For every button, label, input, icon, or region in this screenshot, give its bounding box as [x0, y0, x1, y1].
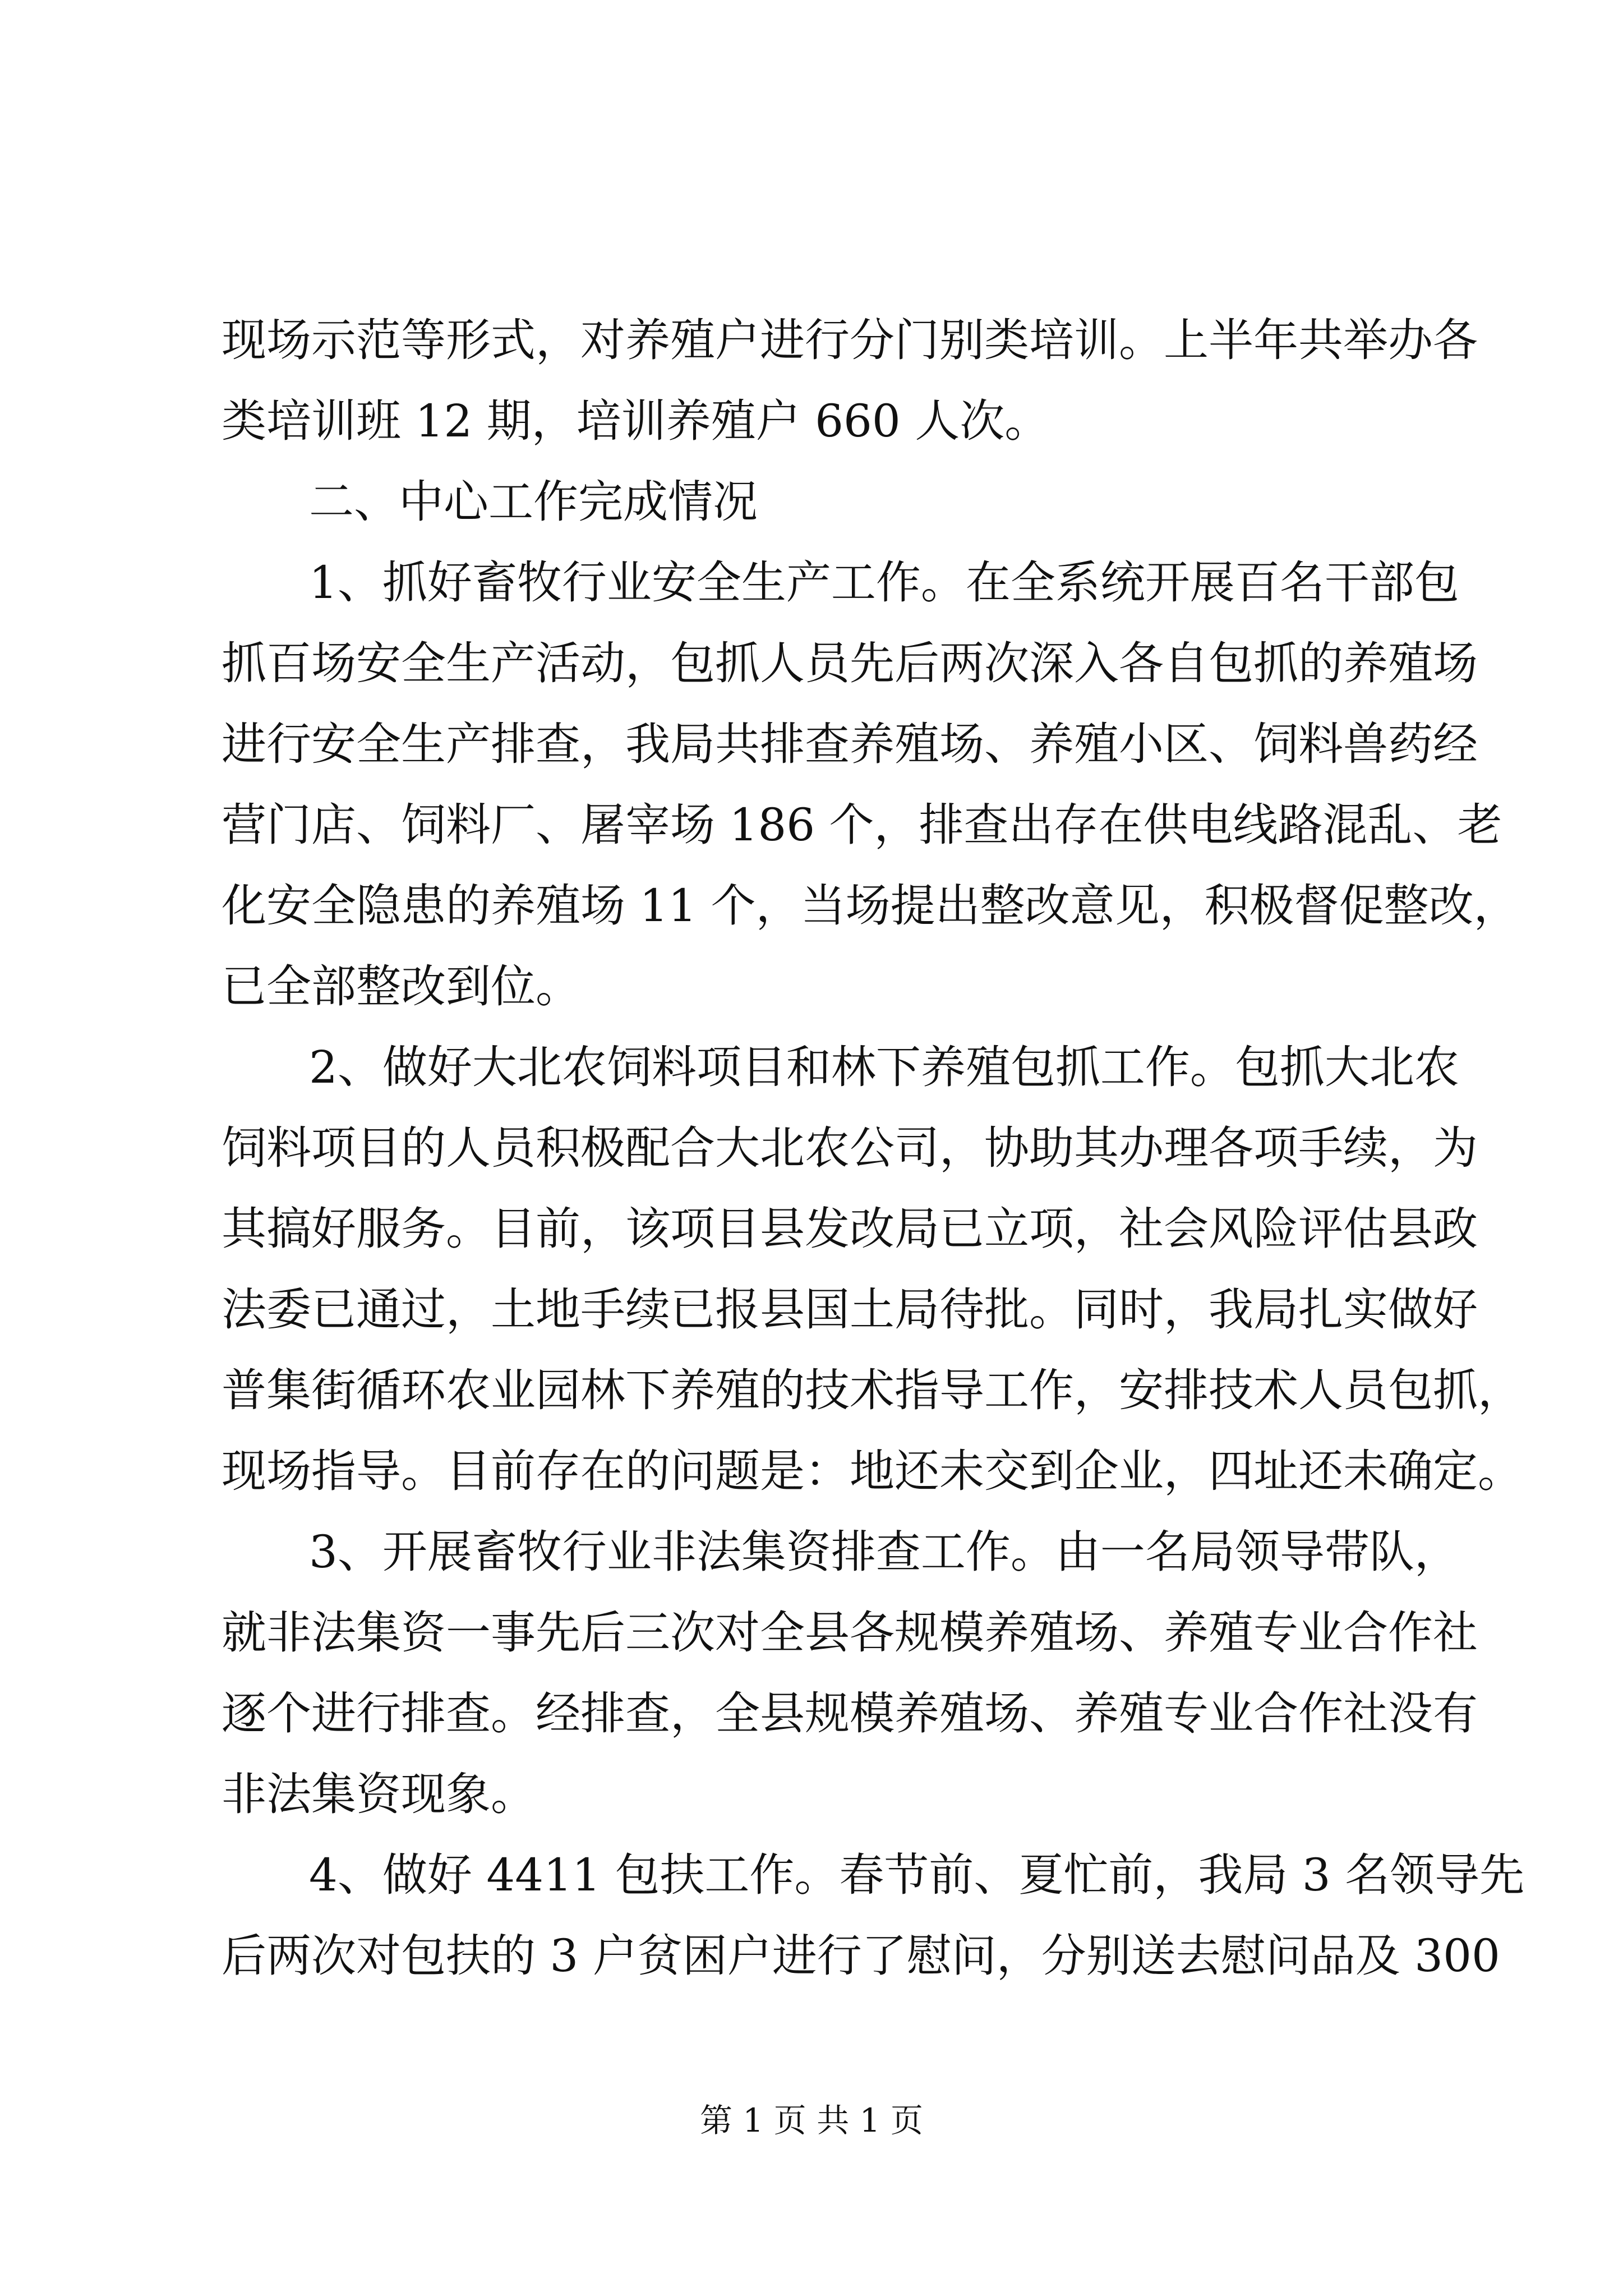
text-line: 就非法集资一事先后三次对全县各规模养殖场、养殖专业合作社: [222, 1607, 1478, 1659]
text-line: 已全部整改到位。: [222, 960, 580, 1013]
text-line: 抓百场安全生产活动，包抓人员先后两次深入各自包抓的养殖场: [222, 637, 1478, 689]
text-line: 进行安全生产排查，我局共排查养殖场、养殖小区、饲料兽药经: [222, 718, 1478, 770]
text-line: 普集街循环农业园林下养殖的技术指导工作，安排技术人员包抓，: [222, 1364, 1523, 1416]
text-line: 后两次对包扶的 3 户贫困户进行了慰问，分别送去慰问品及 300: [222, 1930, 1500, 1982]
page-number-footer: 第 1 页 共 1 页: [700, 2101, 923, 2139]
text-line: 化安全隐患的养殖场 11 个，当场提出整改意见，积极督促整改，: [222, 880, 1519, 932]
text-line: 法委已通过，土地手续已报县国土局待批。同时，我局扎实做好: [222, 1283, 1478, 1336]
text-line: 现场示范等形式，对养殖户进行分门别类培训。上半年共举办各: [222, 314, 1478, 366]
document-body: [222, 300, 1525, 1996]
text-line: 非法集资现象。: [222, 1768, 536, 1820]
text-line: 1、抓好畜牧行业安全生产工作。在全系统开展百名干部包: [309, 556, 1459, 609]
text-line: 饲料项目的人员积极配合大北农公司，协助其办理各项手续，为: [222, 1122, 1478, 1174]
text-line: 其搞好服务。目前，该项目县发改局已立项，社会风险评估县政: [222, 1203, 1478, 1255]
text-line: 类培训班 12 期，培训养殖户 660 人次。: [222, 395, 1050, 447]
text-line: 3、开展畜牧行业非法集资排查工作。由一名局领导带队，: [309, 1526, 1459, 1578]
section-heading: 二、中心工作完成情况: [309, 476, 758, 528]
text-line: 逐个进行排查。经排查，全县规模养殖场、养殖专业合作社没有: [222, 1687, 1478, 1740]
text-line: 现场指导。目前存在的问题是：地还未交到企业，四址还未确定。: [222, 1445, 1523, 1497]
text-line: 营门店、饲料厂、屠宰场 186 个，排查出存在供电线路混乱、老: [222, 799, 1502, 851]
text-line: 2、做好大北农饲料项目和林下养殖包抓工作。包抓大北农: [309, 1041, 1459, 1093]
text-line: 4、做好 4411 包扶工作。春节前、夏忙前，我局 3 名领导先: [309, 1849, 1525, 1901]
